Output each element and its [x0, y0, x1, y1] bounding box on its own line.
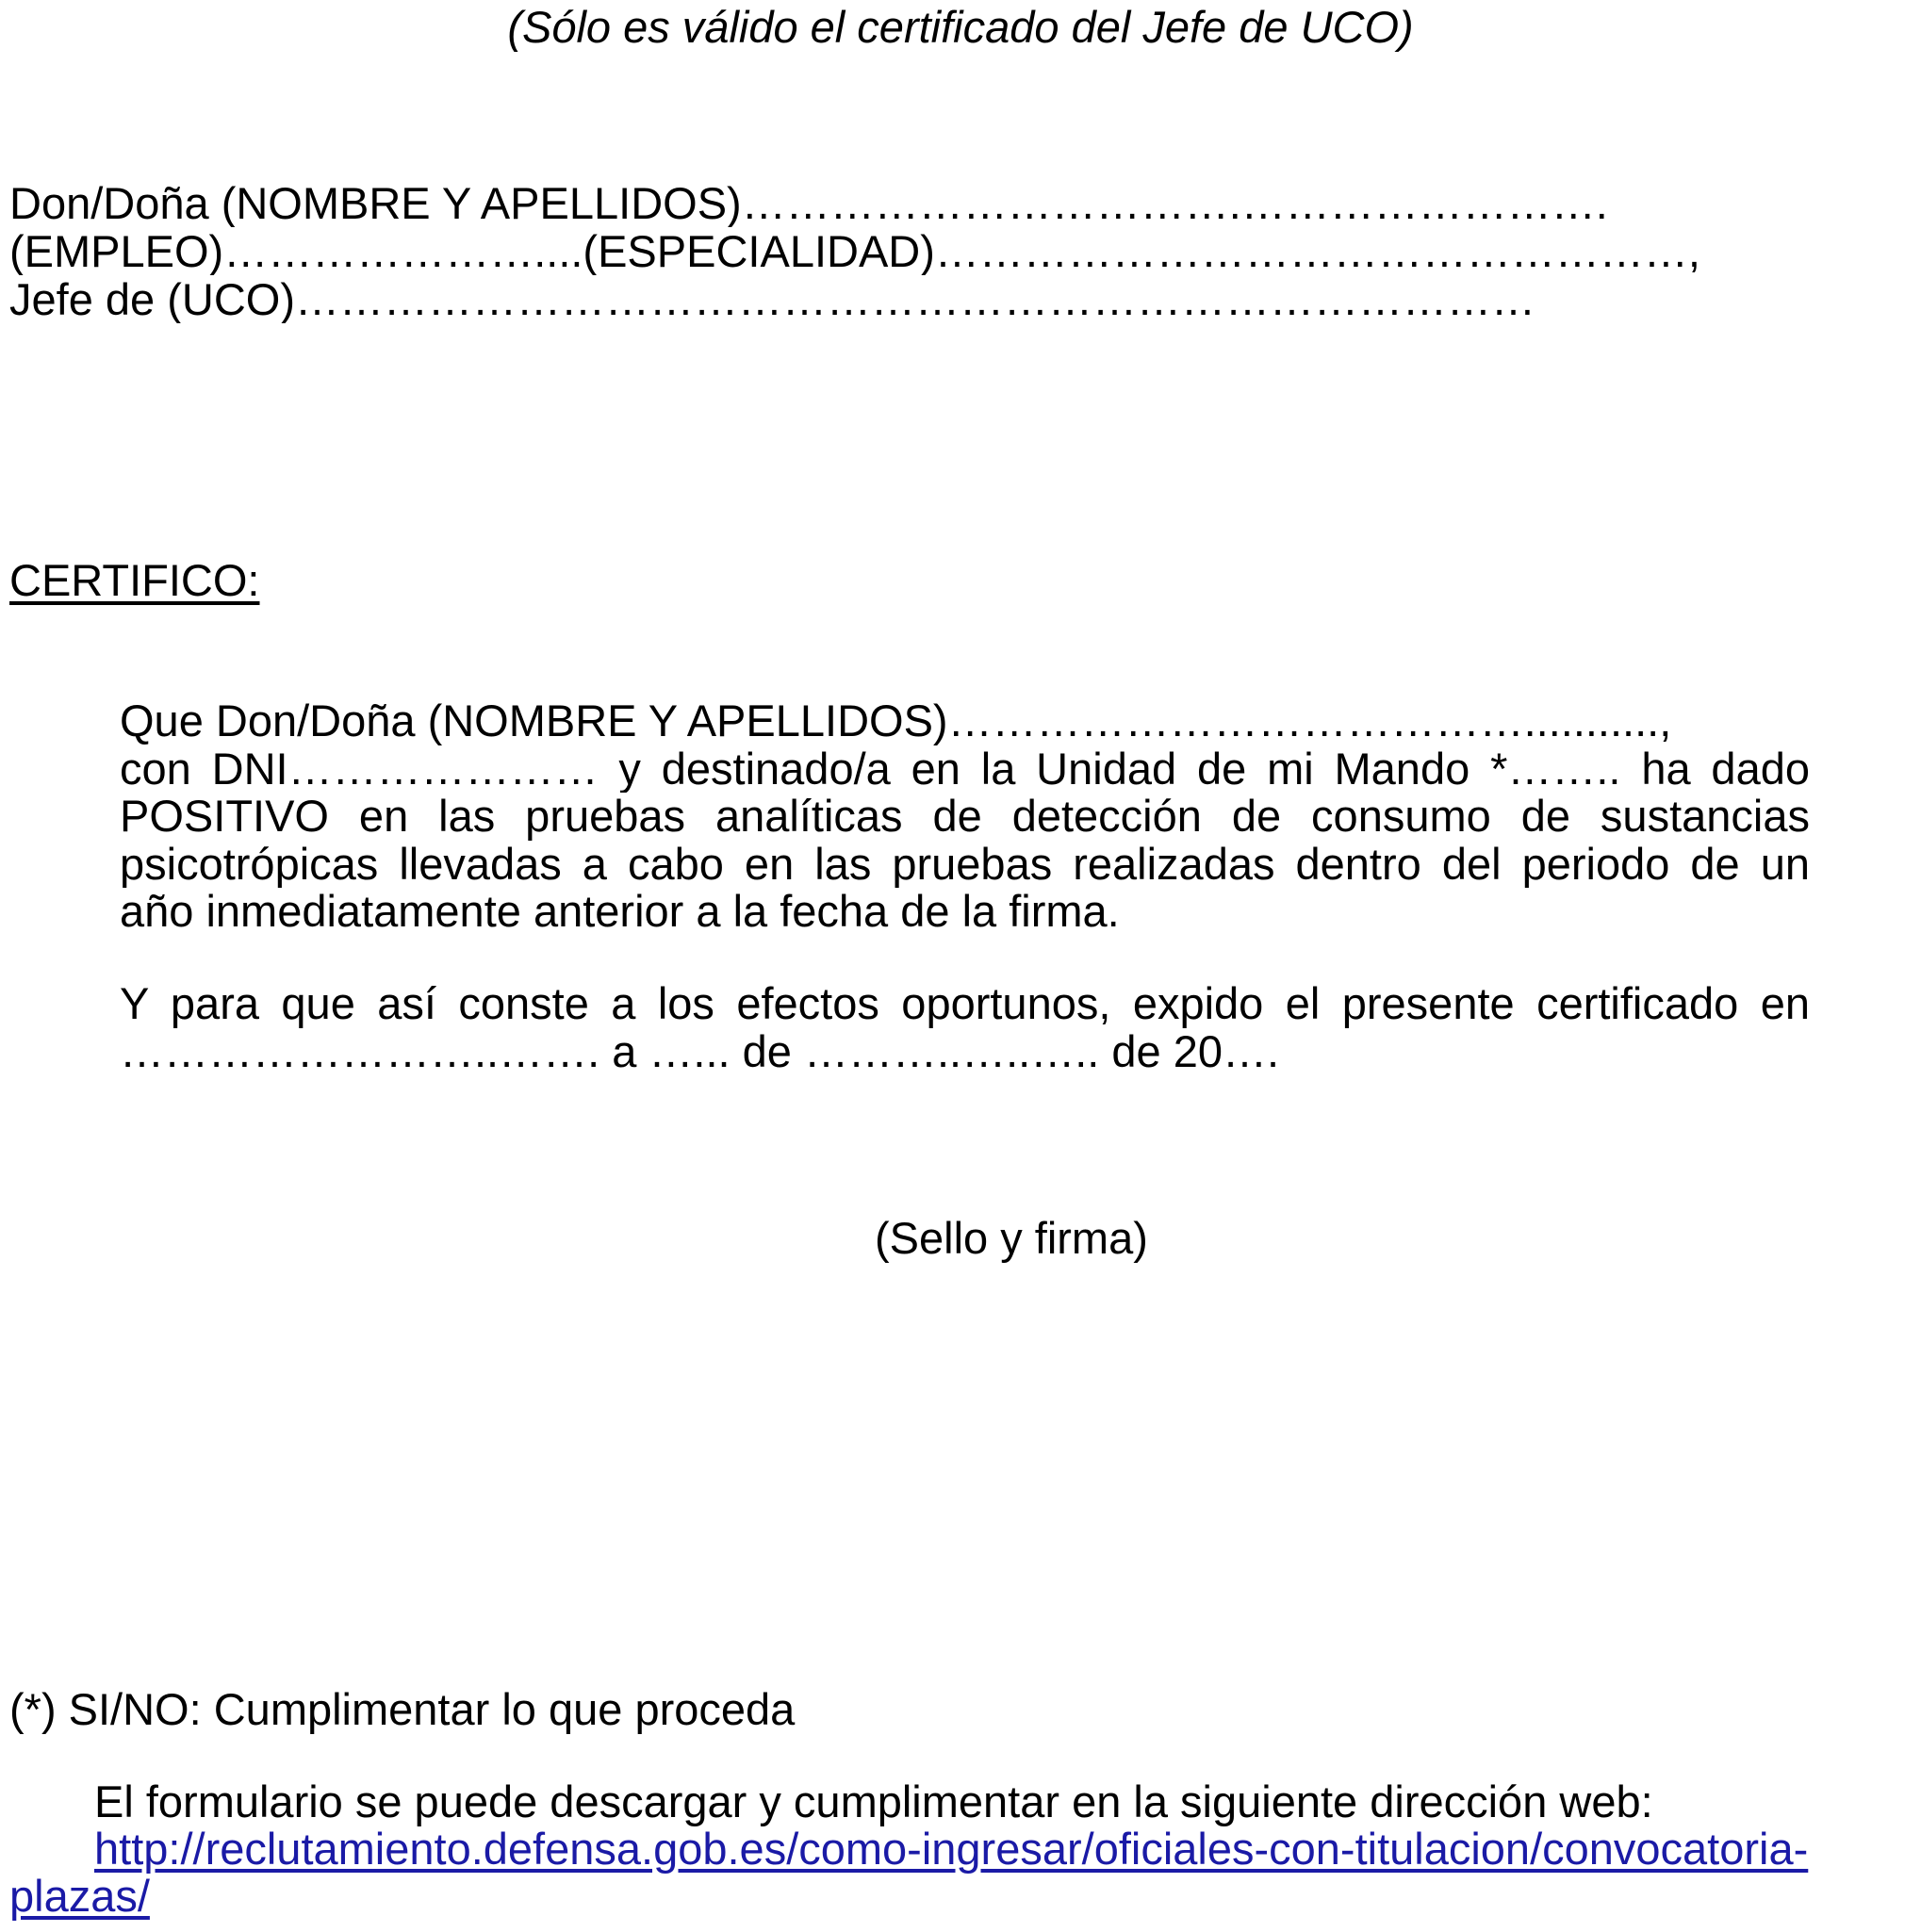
signature-label: (Sello y firma) [875, 1213, 1148, 1263]
footnote: (*) SI/NO: Cumplimentar lo que proceda [9, 1684, 796, 1734]
paragraph-line: POSITIVO en las pruebas analíticas de detección de consumo de sustancias [120, 793, 1810, 841]
paragraph-line: Y para que así conste a los efectos oportunos, expido el presente certificado en [120, 980, 1810, 1028]
header-unit-line: Jefe de (UCO)………………………………………………………………………… [9, 275, 1535, 323]
paragraph-line: Que Don/Doña (NOMBRE Y APELLIDOS)…………………………………..........., [120, 697, 1672, 745]
download-link-continuation[interactable]: plazas/ [9, 1871, 150, 1921]
certifico-heading: CERTIFICO: [9, 555, 260, 605]
validity-note: (Sólo es válido el certificado del Jefe de UCO) [507, 2, 1414, 52]
paragraph-line: psicotrópicas llevadas a cabo en las pruebas realizadas dentro del periodo de un [120, 840, 1810, 888]
form-download-note: El formulario se puede descargar y cumplimentar en la siguiente dirección web: [94, 1776, 1653, 1826]
paragraph-line: ……………………..……. a …... de ………..…..….. de 20…. [120, 1027, 1280, 1075]
certification-paragraph [120, 697, 1810, 936]
paragraph-line: año inmediatamente anterior a la fecha de la firma. [120, 888, 1120, 936]
paragraph-line: con DNI………………… y destinado/a en la Unidad de mi Mando *…….. ha dado [120, 745, 1810, 793]
header-name-line: Don/Doña (NOMBRE Y APELLIDOS)…………………………….……………………. [9, 179, 1608, 227]
header-rank-specialty-line: (EMPLEO)…………………....(ESPECIALIDAD)……………………………………………, [9, 227, 1700, 275]
download-link[interactable]: http://reclutamiento.defensa.gob.es/como-ingresar/oficiales-con-titulacion/convocatoria- [94, 1824, 1809, 1874]
issuance-paragraph [120, 980, 1810, 1075]
